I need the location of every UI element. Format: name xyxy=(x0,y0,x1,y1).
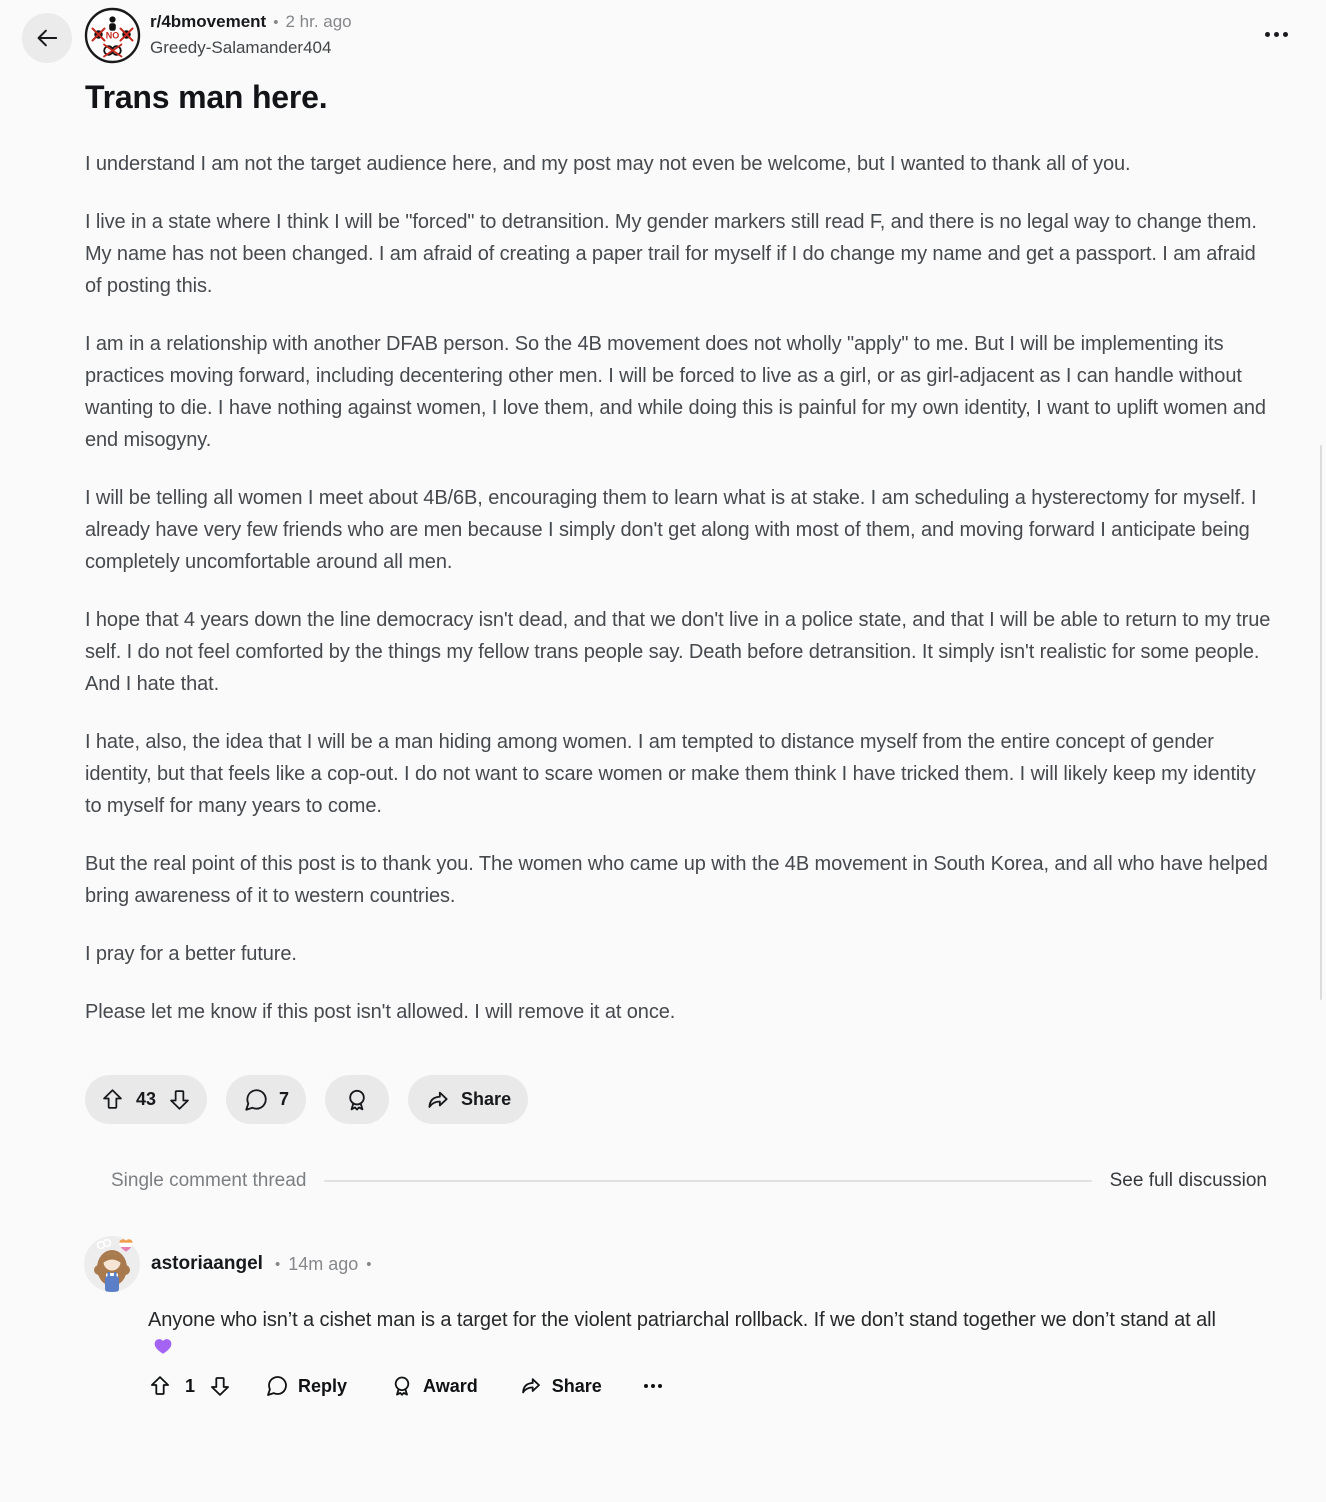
comment-count: 7 xyxy=(279,1089,290,1109)
share-arrow-icon xyxy=(519,1374,543,1398)
upvote-arrow-icon xyxy=(148,1374,172,1398)
comment-award-button[interactable] xyxy=(390,1374,478,1398)
reply-label: Reply xyxy=(298,1375,348,1396)
post-action-bar xyxy=(85,1075,1326,1124)
thread-divider xyxy=(111,1170,1267,1192)
arrow-left-icon xyxy=(34,25,60,51)
no-symbols-avatar-icon xyxy=(84,7,141,64)
post-meta xyxy=(150,12,352,58)
post-title: Trans man here. xyxy=(85,79,328,115)
single-comment-thread-label: Single comment thread xyxy=(111,1170,307,1191)
downvote-arrow-icon xyxy=(208,1374,232,1398)
upvote-button[interactable] xyxy=(100,1087,125,1112)
subreddit-name[interactable]: r/4bmovement xyxy=(150,12,267,31)
commenter-avatar[interactable] xyxy=(84,1236,140,1292)
post-header xyxy=(0,0,1326,66)
comment-share-label: Share xyxy=(551,1375,602,1396)
comment-share-button[interactable] xyxy=(519,1374,602,1398)
share-button[interactable] xyxy=(408,1075,528,1124)
award-label: Award xyxy=(423,1375,478,1396)
comment-bubble-icon xyxy=(243,1087,269,1113)
comment xyxy=(84,1236,1292,1398)
comment-meta-separator: • xyxy=(274,1255,281,1273)
comment-overflow-menu-icon[interactable] xyxy=(644,1384,662,1388)
scrollbar[interactable] xyxy=(1320,445,1322,1000)
comment-bubble-icon xyxy=(265,1374,289,1398)
see-full-discussion-link[interactable]: See full discussion xyxy=(1109,1170,1267,1191)
divider-line xyxy=(324,1180,1091,1182)
comment-meta-separator-2: • xyxy=(366,1255,372,1273)
comment-upvote-button[interactable] xyxy=(148,1374,172,1398)
comment-timestamp: 14m ago xyxy=(288,1253,359,1274)
post-paragraph: Please let me know if this post isn't allowed. I will remove it at once. xyxy=(85,1001,676,1023)
post-paragraph: I live in a state where I think I will be "forced" to detransition. My gender markers still read F, and there is no legal way to change them. My name has not been changed. I am afraid of creating a paper trail for myself if I do change my name and get a passport. I am afraid of posting this. xyxy=(85,211,1257,297)
downvote-arrow-icon xyxy=(167,1087,192,1112)
meta-separator: • xyxy=(273,14,279,31)
post-author[interactable]: Greedy-Salamander404 xyxy=(150,38,332,57)
downvote-button[interactable] xyxy=(167,1087,192,1112)
post-paragraph: But the real point of this post is to thank you. The women who came up with the 4B movement in South Korea, and all who have helped bring awareness of it to western countries. xyxy=(85,853,1268,907)
award-ribbon-icon xyxy=(390,1374,414,1398)
post-paragraph: I hate, also, the idea that I will be a man hiding among women. I am tempted to distance myself from the entire concept of gender identity, but that feels like a cop-out. I do not want to scare women or make them think I have tricked them. I will likely keep my identity to myself for many years to come. xyxy=(85,731,1256,817)
reply-button[interactable] xyxy=(265,1374,347,1398)
share-label: Share xyxy=(461,1089,512,1109)
comment-header xyxy=(84,1236,1292,1292)
award-button[interactable] xyxy=(325,1075,389,1124)
comment-vote-count: 1 xyxy=(185,1375,196,1396)
post-paragraph: I hope that 4 years down the line democracy isn't dead, and that we don't live in a police state, and that I will be able to return to my true self. I do not feel comforted by the things my fellow trans people say. Death before detransition. It simply isn't realistic for some people. And I hate that. xyxy=(85,609,1271,695)
comment-author[interactable]: astoriaangel xyxy=(151,1253,263,1274)
commenter-avatar-icon xyxy=(84,1236,140,1292)
post-paragraph: I pray for a better future. xyxy=(85,943,297,965)
post-paragraph: I understand I am not the target audience here, and my post may not even be welcome, but I wanted to thank all of you. xyxy=(85,153,1131,175)
post-paragraph: I am in a relationship with another DFAB person. So the 4B movement does not wholly "apply" to me. But I will be implementing its practices moving forward, including decentering other men. I will be forced to live as a girl, or as girl-adjacent as I can handle without wanting to die. I have nothing against women, I love them, and while doing this is painful for my own identity, I want to uplift women and end misogyny. xyxy=(85,333,1266,451)
upvote-arrow-icon xyxy=(100,1087,125,1112)
upvote-count: 43 xyxy=(136,1089,157,1109)
award-ribbon-icon xyxy=(344,1087,370,1113)
back-button[interactable] xyxy=(22,13,72,63)
overflow-menu-icon[interactable] xyxy=(1259,26,1294,43)
post-paragraph: I will be telling all women I meet about 4B/6B, encouraging them to learn what is at stake. I am scheduling a hysterectomy for myself. I already have very few friends who are men because I simply don't get along with most of them, and moving forward I anticipate being completely uncomfortable around all men. xyxy=(85,487,1257,573)
svg-text:NO: NO xyxy=(105,30,120,41)
vote-pill xyxy=(85,1075,207,1124)
purple-heart-icon xyxy=(152,1335,174,1355)
comment-action-bar xyxy=(148,1374,1292,1398)
comment-body: Anyone who isn’t a cishet man is a target for the violent patriarchal rollback. If we don’t stand together we don’t stand at all xyxy=(148,1305,1288,1355)
comments-button[interactable] xyxy=(226,1075,306,1124)
post-timestamp: 2 hr. ago xyxy=(285,12,352,31)
comment-downvote-button[interactable] xyxy=(208,1374,232,1398)
subreddit-avatar[interactable] xyxy=(84,7,141,64)
post-body xyxy=(0,148,1326,1028)
share-arrow-icon xyxy=(425,1087,451,1113)
